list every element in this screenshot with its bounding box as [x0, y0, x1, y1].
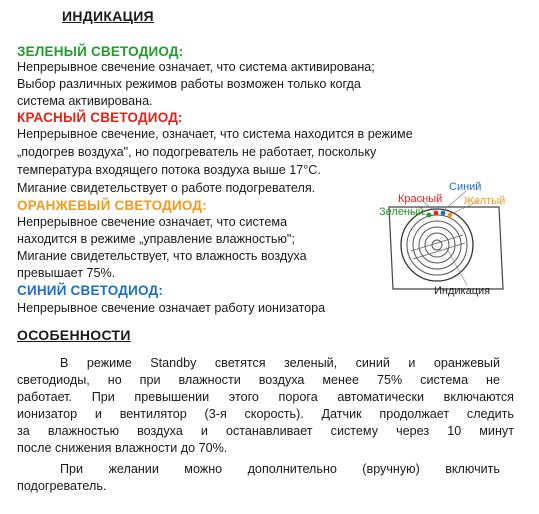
figure-label-blue: Синий [449, 181, 482, 193]
grille-ring [419, 227, 455, 263]
features-line: работает. При превышении этого порога автоматически включаются [17, 390, 514, 404]
features-line: подогреватель. [17, 479, 107, 493]
indicator-figure [371, 177, 511, 299]
green-led-heading: ЗЕЛЕНЫЙ СВЕТОДИОД: [17, 44, 184, 59]
grille-ring [425, 233, 449, 257]
orange-led-line: превышает 75%. [17, 266, 116, 280]
red-led-line: Непрерывное свечение, означает, что система находится в режиме [17, 127, 413, 141]
figure-caption: Индикация [434, 285, 491, 297]
figure-label-red: Красный [398, 193, 443, 205]
orange-led-heading: ОРАНЖЕВЫЙ СВЕТОДИОД: [17, 198, 207, 213]
features-line: после снижения влажности до 70%. [17, 441, 228, 455]
orange-led-line: Мигание свидетельствует, что влажность воздуха [17, 249, 307, 263]
grille-ring [413, 221, 461, 269]
red-led-heading: КРАСНЫЙ СВЕТОДИОД: [17, 110, 183, 125]
blue-led-dot [441, 211, 446, 216]
orange-led-line: Непрерывное свечение означает, что система [17, 215, 288, 229]
figure-label-green: Зеленый [379, 206, 425, 218]
orange-led-dot [448, 213, 453, 218]
green-led-line: Выбор различных режимов работы возможен только когда [17, 77, 361, 91]
leader-line [443, 191, 466, 211]
blue-led-line: Непрерывное свечение означает работу ионизатора [17, 301, 326, 315]
orange-led-line: находится в режиме „управление влажностью"; [17, 232, 295, 246]
red-led-line: температура входящего потока воздуха выше 17°С. [17, 163, 321, 177]
green-led-line: Непрерывное свечение означает, что система активирована; [17, 60, 375, 74]
features-line: В режиме Standby светятся зеленый, синий и оранжевый [60, 356, 500, 370]
red-led-line: Мигание свидетельствует о работе подогревателя. [17, 181, 316, 195]
blue-led-heading: СИНИЙ СВЕТОДИОД: [17, 283, 164, 298]
panel-frame [389, 207, 503, 289]
grille-ring [432, 240, 442, 250]
red-led-line: „подогрев воздуха", но подогреватель не работает, поскольку [17, 145, 377, 159]
grille-ring [401, 209, 473, 281]
indication-title: ИНДИКАЦИЯ [62, 8, 154, 24]
features-line: При желании можно дополнительно (вручную) включить [60, 462, 500, 476]
features-title: ОСОБЕННОСТИ [17, 327, 131, 343]
green-led-line: система активирована. [17, 94, 153, 108]
figure-label-yellow: Желтый [464, 195, 506, 207]
features-line: ионизатор и вентилятор (3-я скорость). Датчик продолжает следить [17, 407, 514, 421]
features-line: за влажностью воздуха и останавливает систему через 10 минут [17, 424, 514, 438]
features-line: светодиоды, но при влажности воздуха менее 75% система не [17, 373, 500, 387]
